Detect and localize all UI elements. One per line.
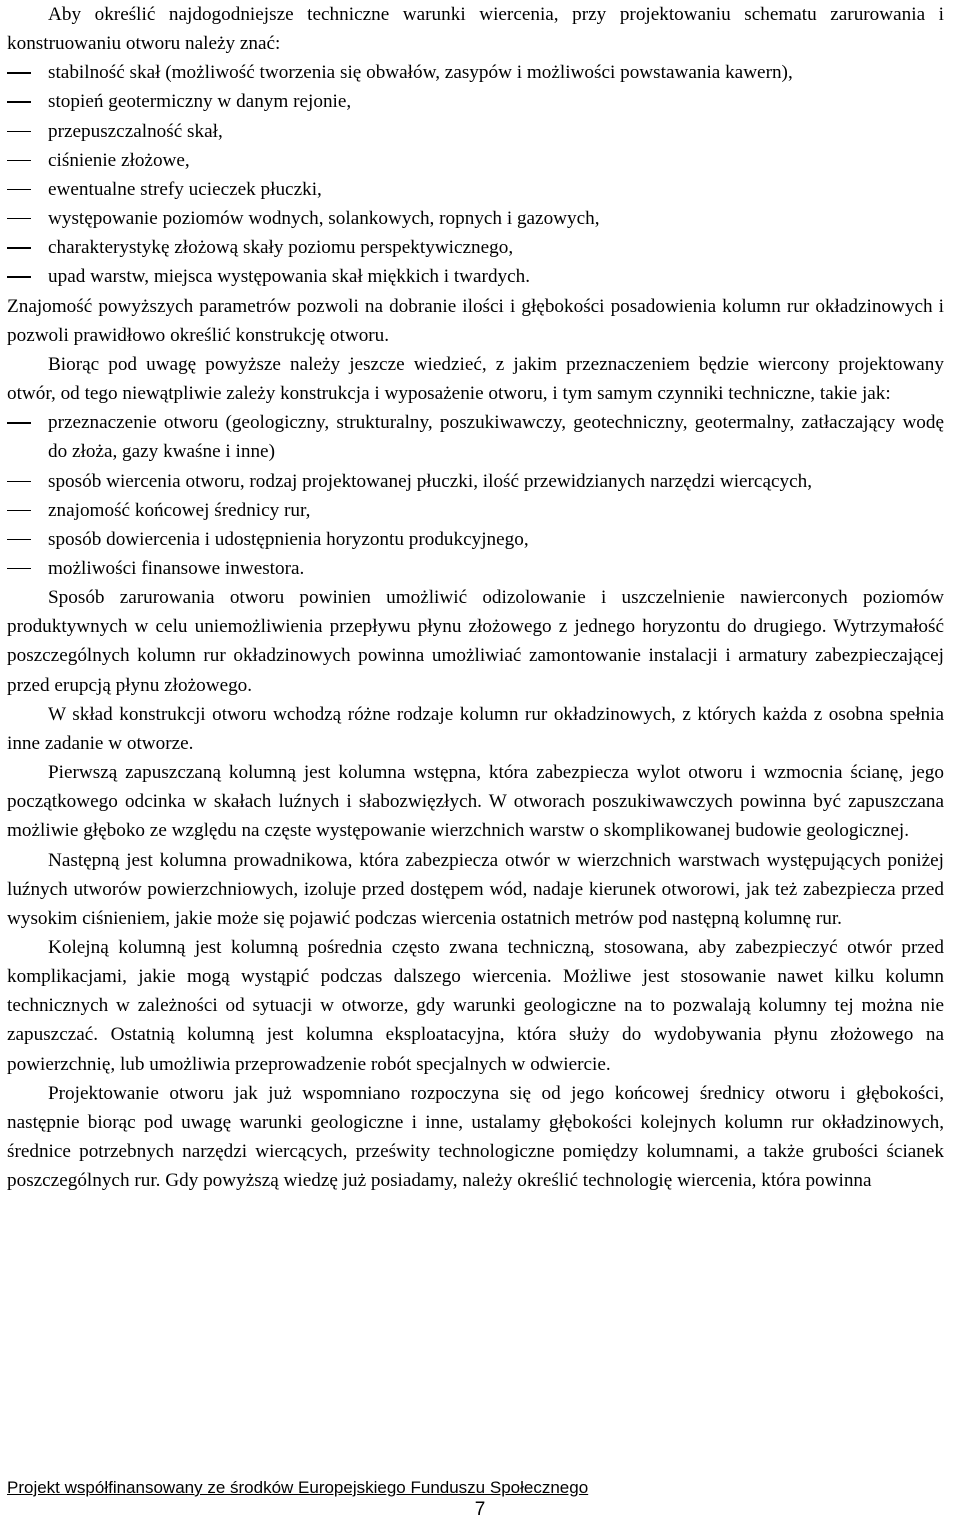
dash-bullet xyxy=(7,101,31,102)
intro-paragraph: Aby określić najdogodniejsze techniczne warunki wiercenia, przy projektowaniu schematu zarurowania i konstruowaniu otworu należy znać: xyxy=(7,4,944,55)
dash-bullet xyxy=(7,276,31,277)
footer xyxy=(7,1478,588,1498)
list-item: ewentualne strefy ucieczek płuczki, xyxy=(7,175,944,204)
paragraph: W skład konstrukcji otworu wchodzą różne rodzaje kolumn rur okładzinowych, z których każda z osobna spełnia inne zadanie w otworze. xyxy=(7,703,944,754)
dash-bullet xyxy=(7,72,31,73)
list-item: znajomość końcowej średnicy rur, xyxy=(7,496,944,525)
paragraph: Pierwszą zapuszczaną kolumną jest kolumna wstępna, która zabezpiecza wylot otworu i wzmocnia ścianę, jego początkowego odcinka w skałach luźnych i słabozwięzłych. W otworach poszukiwawczych powinna być zapuszczana możliwie głęboko ze względu na częste występowanie wierzchnich warstw o skomplikowanej budowie geologicznej. xyxy=(7,762,944,842)
list-item: upad warstw, miejsca występowania skał miękkich i twardych. xyxy=(7,262,944,291)
paragraph: Znajomość powyższych parametrów pozwoli na dobranie ilości i głębokości posadowienia kolumn rur okładzinowych i pozwoli prawidłowo określić konstrukcję otworu. xyxy=(7,295,944,346)
list-item: charakterystykę złożową skały poziomu perspektywicznego, xyxy=(7,233,944,262)
list-item: ciśnienie złożowe, xyxy=(7,146,944,175)
list-item: sposób wiercenia otworu, rodzaj projektowanej płuczki, ilość przewidzianych narzędzi wiercących, xyxy=(7,467,944,496)
dash-bullet xyxy=(7,160,31,161)
dash-bullet xyxy=(7,481,31,482)
list-item: sposób dowiercenia i udostępnienia horyzontu produkcyjnego, xyxy=(7,525,944,554)
list-item: stabilność skał (możliwość tworzenia się obwałów, zasypów i możliwości powstawania kawern), xyxy=(7,58,944,87)
dash-bullet xyxy=(7,510,31,511)
list-item: występowanie poziomów wodnych, solankowych, ropnych i gazowych, xyxy=(7,204,944,233)
conditions-list xyxy=(7,58,944,291)
document-body xyxy=(7,0,944,1195)
dash-bullet xyxy=(7,568,31,569)
dash-bullet xyxy=(7,247,31,248)
factors-list xyxy=(7,408,944,583)
paragraph: Sposób zarurowania otworu powinien umożliwić odizolowanie i uszczelnienie nawierconych poziomów produktywnych w celu uniemożliwienia przepływu płynu złożowego z jednego horyzontu do drugiego. Wytrzymałość poszczególnych kolumn rur okładzinowych powinna umożliwiać zamontowanie instalacji i armatury zabezpieczającej przed erupcją płynu złożowego. xyxy=(7,587,944,696)
paragraph: Następną jest kolumna prowadnikowa, która zabezpiecza otwór w wierzchnich warstwach występujących poniżej luźnych utworów powierzchniowych, izoluje przed dostępem wód, nadaje kierunek otworowi, jak też zabezpiecza przed wysokim ciśnieniem, jakie może się pojawić podczas wiercenia ostatnich metrów pod następną kolumnę rur. xyxy=(7,849,944,929)
dash-bullet xyxy=(7,189,31,190)
list-item: przepuszczalność skał, xyxy=(7,117,944,146)
paragraph: Biorąc pod uwagę powyższe należy jeszcze wiedzieć, z jakim przeznaczeniem będzie wiercony projektowany otwór, od tego niewątpliwie zależy konstrukcja i wyposażenie otworu, i tym samym czynniki techniczne, takie jak: xyxy=(7,353,944,405)
dash-bullet xyxy=(7,539,31,540)
list-item: możliwości finansowe inwestora. xyxy=(7,554,944,583)
dash-bullet xyxy=(7,422,31,423)
footer-text: Projekt współfinansowany ze środków Europejskiego Funduszu Społecznego xyxy=(7,1478,589,1497)
page-number: 7 xyxy=(474,1499,486,1520)
dash-bullet xyxy=(7,218,31,219)
paragraph: Projektowanie otworu jak już wspomniano rozpoczyna się od jego końcowej średnicy otworu i głębokości, następnie biorąc pod uwagę warunki geologiczne i inne, ustalamy głębokości kolejnych kolumn rur okładzinowych, średnice potrzebnych narzędzi wiercących, prześwity technologiczne pomiędzy kolumnami, a także grubości ścianek poszczególnych rur. Gdy powyższą wiedzę już posiadamy, należy określić technologię wiercenia, która powinna xyxy=(7,1082,944,1192)
dash-bullet xyxy=(7,131,31,132)
paragraph: Kolejną kolumną jest kolumną pośrednia często zwana techniczną, stosowana, aby zabezpieczyć otwór przed komplikacjami, jakie mogą wystąpić podczas dalszego wiercenia. Możliwe jest stosowanie nawet kilku kolumn technicznych w zależności od sytuacji w otworze, gdy warunki geologiczne na to pozwalają kolumny tej można nie zapuszczać. Ostatnią kolumną jest kolumna eksploatacyjna, która służy do wydobywania płynu złożowego na powierzchnię, lub umożliwia przeprowadzenie robót specjalnych w odwiercie. xyxy=(7,937,944,1075)
list-item: stopień geotermiczny w danym rejonie, xyxy=(7,87,944,116)
list-item: przeznaczenie otworu (geologiczny, strukturalny, poszukiwawczy, geotechniczny, geotermalny, zatłaczający wodę do złoża, gazy kwaśne i inne) xyxy=(7,408,944,466)
